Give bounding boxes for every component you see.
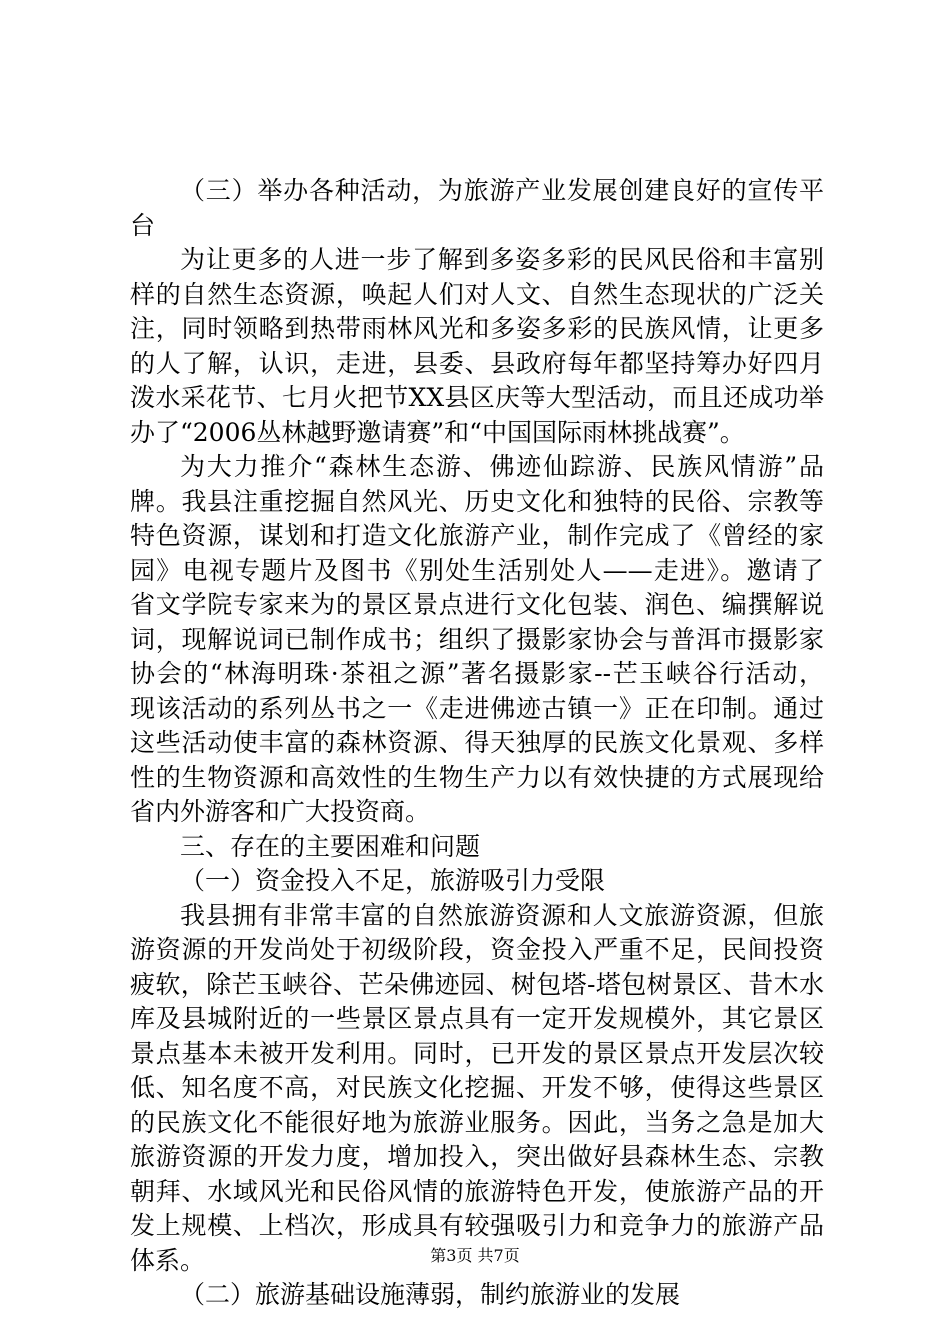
text-line: 我县拥有非常丰富的自然旅游资源和人文旅游资源，但旅 xyxy=(180,900,824,930)
text-line: 旅游资源的开发力度，增加投入，突出做好县森林生态、宗教 xyxy=(130,1142,824,1171)
text-line: 泼水采花节、七月火把节XX县区庆等大型活动，而且还成功举 xyxy=(130,383,824,412)
text-line: 发上规模、上档次，形成具有较强吸引力和竞争力的旅游产品 xyxy=(130,1211,824,1240)
text-line: 性的生物资源和高效性的生物生产力以有效快捷的方式展现给 xyxy=(130,762,824,792)
text-line: 库及县城附近的一些景区景点具有一定开发规模外，其它景区 xyxy=(130,1004,824,1033)
text-line: 样的自然生态资源，唤起人们对人文、自然生态现状的广泛关 xyxy=(130,279,824,309)
text-line: 朝拜、水域风光和民俗风情的旅游特色开发，使旅游产品的开 xyxy=(130,1176,824,1206)
text-line: 园》电视专题片及图书《别处生活别处人——走进》。邀请了 xyxy=(130,555,824,585)
page-footer: 第3页 共7页 xyxy=(430,1246,520,1265)
text-line: 牌。我县注重挖掘自然风光、历史文化和独特的民俗、宗教等 xyxy=(130,486,824,516)
text-line: 的人了解，认识，走进，县委、县政府每年都坚持筹办好四月 xyxy=(130,348,824,378)
text-line: 协会的“林海明珠·茶祖之源”著名摄影家--芒玉峡谷行活动， xyxy=(130,659,824,688)
text-line: 台 xyxy=(130,210,156,240)
text-line: 为让更多的人进一步了解到多姿多彩的民风民俗和丰富别 xyxy=(180,245,824,274)
text-line: 特色资源，谋划和打造文化旅游产业，制作完成了《曾经的家 xyxy=(130,521,824,550)
text-line: 三、存在的主要困难和问题 xyxy=(180,831,481,861)
text-line: （三）举办各种活动，为旅游产业发展创建良好的宣传平 xyxy=(180,176,824,205)
text-line: 疲软，除芒玉峡谷、芒朵佛迹园、树包塔-塔包树景区、昔木水 xyxy=(130,969,824,999)
text-line: （一）资金投入不足，旅游吸引力受限 xyxy=(180,866,606,895)
text-line: （二）旅游基础设施薄弱，制约旅游业的发展 xyxy=(180,1280,681,1309)
text-line: 省文学院专家来为的景区景点进行文化包装、润色、编撰解说 xyxy=(130,590,824,619)
text-line: 的民族文化不能很好地为旅游业服务。因此，当务之急是加大 xyxy=(130,1107,824,1137)
text-line: 这些活动使丰富的森林资源、得天独厚的民族文化景观、多样 xyxy=(130,728,824,757)
document-body xyxy=(130,174,824,1313)
text-line: 词，现解说词已制作成书；组织了摄影家协会与普洱市摄影家 xyxy=(130,624,824,654)
text-line: 注，同时领略到热带雨林风光和多姿多彩的民族风情，让更多 xyxy=(130,314,824,343)
text-line: 办了“2006丛林越野邀请赛”和“中国国际雨林挑战赛”。 xyxy=(130,417,745,447)
text-line: 省内外游客和广大投资商。 xyxy=(130,797,431,826)
text-line: 体系。 xyxy=(130,1245,206,1275)
text-line: 现该活动的系列丛书之一《走进佛迹古镇一》正在印制。通过 xyxy=(130,693,824,723)
text-line: 低、知名度不高，对民族文化挖掘、开发不够，使得这些景区 xyxy=(130,1073,824,1102)
text-line: 游资源的开发尚处于初级阶段，资金投入严重不足，民间投资 xyxy=(130,935,824,964)
text-line: 为大力推介“森林生态游、佛迹仙踪游、民族风情游”品 xyxy=(180,452,824,481)
text-line: 景点基本未被开发利用。同时，已开发的景区景点开发层次较 xyxy=(130,1038,824,1068)
